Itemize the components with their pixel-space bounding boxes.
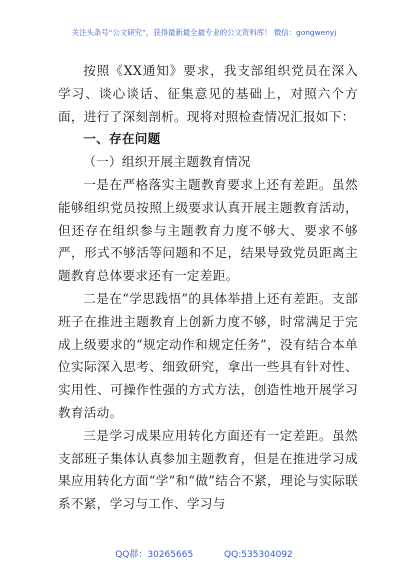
problem-item-1: 一是在严格落实主题教育要求上还有差距。虽然能够组织党员按照上级要求认真开展主题教育活动，但还存在组织参与主题教育力度不够大、要求不够严，形式不够活等问题和不足，结果导致党员距离主题教育总体要求还有一定差距。 xyxy=(58,176,358,284)
section-heading: 一、存在问题 xyxy=(83,131,161,147)
intro-paragraph: 按照《XX通知》要求，我支部组织党员在深入学习、谈心谈话、征集意见的基础上，对照六个方面，进行了深刻剖析。现将对照检查情况汇报如下： xyxy=(58,63,358,124)
document-body xyxy=(58,60,358,516)
qq-contact-text: QQ:535304092 xyxy=(224,550,293,560)
qq-group-text: QQ群：30265665 xyxy=(115,550,194,560)
section-subheading: （一）组织开展主题教育情况 xyxy=(83,154,251,170)
problem-item-3: 三是学习成果应用转化方面还有一定差距。虽然支部班子集体认真参加主题教育，但是在推进学习成果应用转化方面“学”和“做”结合不紧，理论与实际联系不紧，学习与工作、学习与 xyxy=(58,427,358,512)
page-footer xyxy=(0,547,408,560)
problem-item-2: 二是在“学思践悟”的具体举措上还有差距。支部班子在推进主题教育上创新力度不够，时常满足于完成上级要求的“规定动作和规定任务”，没有结合本单位实际深入思考、细致研究，拿出一些具有针对性、实用性、可操作性强的方式方法，创造性地开展学习教育活动。 xyxy=(58,290,358,420)
page-header-notice: 关注头条号“公文研究”，获得最新最全最专业的公文资料库！ 微信：gongwenyj xyxy=(71,28,337,37)
